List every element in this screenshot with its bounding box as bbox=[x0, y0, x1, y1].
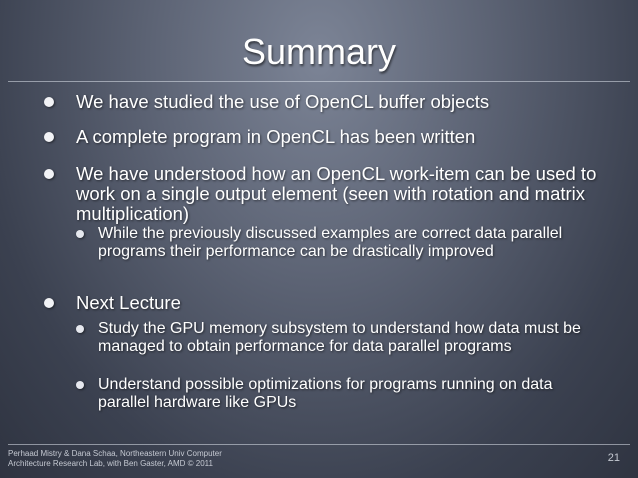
slide-title: Summary bbox=[241, 31, 397, 72]
bullet-item bbox=[76, 127, 611, 147]
bullet-text: We have understood how an OpenCL work-item can be used to work on a single output element (seen with rotation and matrix multiplication) bbox=[76, 163, 597, 224]
page-number: 21 bbox=[607, 452, 620, 464]
sub-bullet-text: While the previously discussed examples are correct data parallel programs their performance can be drastically improved bbox=[98, 225, 563, 260]
bullet-dot-icon bbox=[44, 132, 54, 142]
bullet-dot-icon bbox=[44, 298, 54, 308]
footer-credit: Perhaad Mistry & Dana Schaa, Northeastern Univ Computer Architecture Research Lab, with Ben Gaster, AMD © 2011 bbox=[8, 449, 222, 468]
sub-bullet-item bbox=[98, 225, 598, 261]
bullet-text: We have studied the use of OpenCL buffer objects bbox=[76, 91, 490, 112]
sub-bullet-text: Understand possible optimizations for programs running on data parallel hardware like GPUs bbox=[98, 376, 553, 411]
bullet-item bbox=[76, 164, 611, 224]
bullet-text: A complete program in OpenCL has been written bbox=[76, 126, 476, 147]
bullet-item bbox=[76, 293, 611, 313]
sub-bullet-item bbox=[98, 320, 598, 356]
sub-bullet-dot-icon bbox=[76, 230, 84, 238]
bullet-text: Next Lecture bbox=[76, 292, 181, 313]
bullet-item bbox=[76, 92, 611, 112]
sub-bullet-dot-icon bbox=[76, 325, 84, 333]
footer-divider bbox=[8, 444, 630, 445]
bullet-dot-icon bbox=[44, 97, 54, 107]
sub-bullet-item bbox=[98, 376, 598, 412]
sub-bullet-text: Study the GPU memory subsystem to understand how data must be managed to obtain performance for data parallel programs bbox=[98, 320, 581, 355]
bullet-dot-icon bbox=[44, 169, 54, 179]
sub-bullet-dot-icon bbox=[76, 381, 84, 389]
